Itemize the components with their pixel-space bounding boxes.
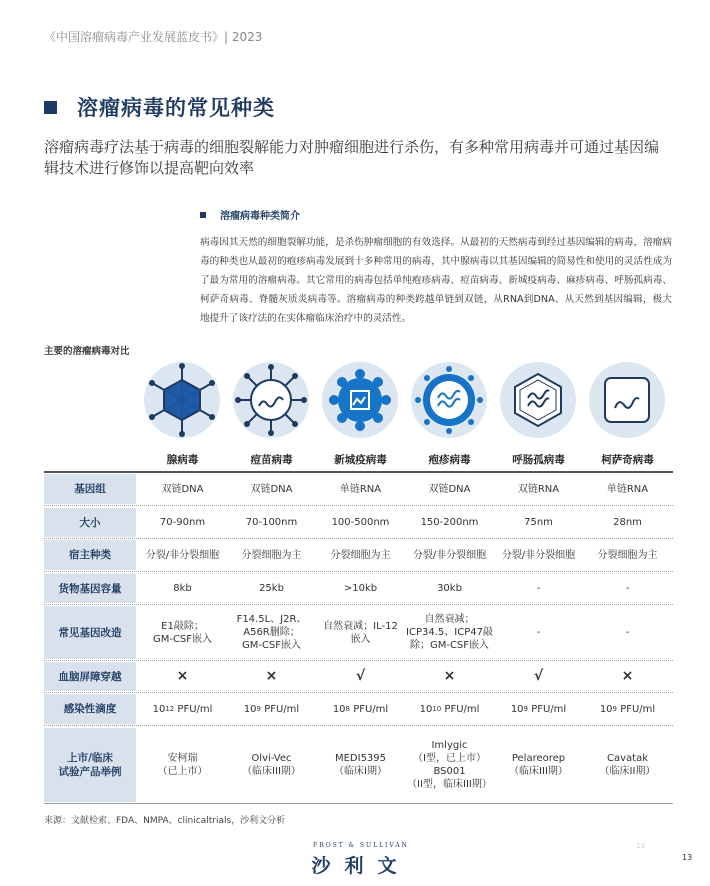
table-column-headers	[138, 452, 674, 468]
row-divider	[44, 604, 673, 605]
table-cell: 双链DNA	[428, 483, 471, 495]
row-divider	[44, 538, 673, 539]
frost-sullivan-logo	[286, 842, 436, 876]
table-cell: 安柯瑞 （已上市）	[157, 753, 208, 777]
table-cell: 分裂细胞为主	[241, 549, 302, 561]
table-cell: Cavatak （临床II期）	[599, 753, 656, 777]
row-label: 宿主种类	[44, 540, 136, 570]
table-cell: 自然衰减； ICP34.5、ICP47敲 除；GM-CSF嵌入	[406, 614, 493, 651]
row-label: 感染性滴度	[44, 694, 136, 724]
titer-unit: PFU/ml	[617, 703, 656, 715]
table-cell: 分裂/非分裂细胞	[145, 549, 220, 561]
titer-exponent: 12	[165, 704, 175, 713]
titer-base: 10	[332, 703, 346, 715]
coxsackie-virus-icon	[587, 360, 667, 440]
table-cell: 150-200nm	[420, 517, 479, 528]
page-title-row	[44, 92, 275, 122]
table-cell: 8kb	[173, 583, 192, 594]
table-cell: ×	[443, 668, 456, 684]
row-label: 基因组	[44, 474, 136, 504]
section-title: 溶瘤病毒种类简介	[220, 211, 300, 222]
table-cell: 单链RNA	[339, 483, 382, 495]
table-cell: 25kb	[259, 583, 284, 594]
row-label: 大小	[44, 508, 136, 537]
titer-exponent: 10	[432, 704, 442, 713]
titer-unit: PFU/ml	[174, 703, 213, 715]
table-cell: √	[533, 668, 544, 684]
row-label: 上市/临床 试验产品举例	[44, 728, 136, 802]
titer-unit: PFU/ml	[441, 703, 480, 715]
table-cell: 28nm	[613, 517, 642, 528]
table-cell: 单链RNA	[606, 483, 649, 495]
table-cell: 30kb	[437, 583, 462, 594]
table-cell: -	[625, 627, 630, 638]
table-cell: 双链RNA	[517, 483, 560, 495]
table-cell: -	[625, 583, 630, 594]
row-divider	[44, 505, 673, 506]
table-cell: 双链DNA	[161, 483, 204, 495]
titer-exponent: 8	[345, 704, 351, 713]
reovirus-icon	[498, 360, 578, 440]
column-header: 新城疫病毒	[334, 454, 387, 466]
logo-top-text: FROST & SULLIVAN	[313, 842, 409, 849]
column-header: 柯萨奇病毒	[601, 454, 654, 466]
table-cell: ×	[176, 668, 189, 684]
table-cell	[405, 694, 494, 724]
logo-main-text: 沙利文	[311, 855, 411, 877]
table-cell	[227, 694, 316, 724]
table-cell	[494, 694, 583, 724]
column-header: 痘苗病毒	[250, 454, 293, 466]
page-number-faint: 13	[636, 842, 645, 850]
table-cell: >10kb	[343, 583, 378, 594]
titer-base: 10	[152, 703, 166, 715]
table-cell: 70-90nm	[159, 517, 206, 528]
table-cell: 70-100nm	[245, 517, 298, 528]
titer-base: 10	[510, 703, 524, 715]
titer-exponent: 9	[612, 704, 618, 713]
table-cell: Olvi-Vec （临床III期）	[242, 753, 301, 777]
row-label: 常见基因改造	[44, 606, 136, 659]
page-title: 溶瘤病毒的常见种类	[77, 96, 275, 120]
table-cell: Pelareorep （临床III期）	[509, 753, 568, 777]
intro-text: 溶瘤病毒疗法基于病毒的细胞裂解能力对肿瘤细胞进行杀伤，有多种常用病毒并可通过基因编辑技术进行修饰以提高靶向效率	[44, 138, 660, 177]
table-cell: ×	[621, 668, 634, 684]
table-cell: 100-500nm	[331, 517, 390, 528]
titer-exponent: 9	[256, 704, 262, 713]
titer-exponent: 9	[523, 704, 529, 713]
table-top-rule	[44, 471, 673, 473]
source-note: 来源：文献检索、FDA、NMPA、clinicaltrials，沙利文分析	[44, 816, 286, 826]
table-cell: 分裂/非分裂细胞	[501, 549, 576, 561]
report-header: 《中国溶瘤病毒产业发展蓝皮书》| 2023	[44, 30, 263, 44]
adenovirus-icon	[142, 360, 222, 440]
section-square-icon	[200, 212, 206, 218]
table-cell: MEDI5395 （临床I期）	[334, 753, 387, 777]
section-title-row	[200, 207, 300, 222]
table-cell: 自然衰减；IL-12 嵌入	[323, 620, 398, 645]
newcastle-virus-icon	[320, 360, 400, 440]
vaccinia-virus-icon	[231, 360, 311, 440]
table-cell	[138, 694, 227, 724]
table-title: 主要的溶瘤病毒对比	[44, 346, 130, 357]
table-cell: -	[536, 627, 541, 638]
table-cell: 分裂细胞为主	[597, 549, 658, 561]
row-label: 血脑屏障穿越	[44, 662, 136, 691]
table-cell: 双链DNA	[250, 483, 293, 495]
table-cell: -	[536, 583, 541, 594]
titer-unit: PFU/ml	[261, 703, 300, 715]
table-cell: ×	[265, 668, 278, 684]
row-divider	[44, 725, 673, 726]
title-square-icon	[44, 101, 57, 114]
herpes-virus-icon	[409, 360, 489, 440]
column-header: 疱疹病毒	[428, 454, 471, 466]
table-cell: E1敲除； GM-CSF嵌入	[152, 620, 213, 645]
page-number: 13	[682, 853, 693, 862]
column-header: 腺病毒	[166, 454, 199, 466]
table-cell: 分裂/非分裂细胞	[412, 549, 487, 561]
row-divider	[44, 692, 673, 693]
table-cell: 75nm	[524, 517, 553, 528]
row-divider	[44, 660, 673, 661]
titer-base: 10	[243, 703, 257, 715]
titer-unit: PFU/ml	[528, 703, 567, 715]
virus-icon-row	[138, 360, 674, 440]
row-divider	[44, 803, 673, 804]
titer-unit: PFU/ml	[350, 703, 389, 715]
titer-base: 10	[599, 703, 613, 715]
table-cell: Imlygic （I型，已上市） BS001 （II型，临床III期）	[407, 740, 492, 790]
titer-base: 10	[419, 703, 433, 715]
column-header: 呼肠孤病毒	[512, 454, 565, 466]
table-cell: F14.5L、J2R、 A56R删除； GM-CSF嵌入	[236, 614, 307, 651]
row-label: 货物基因容量	[44, 574, 136, 603]
table-cell: √	[355, 668, 366, 684]
table-cell	[316, 694, 405, 724]
table-cell	[583, 694, 672, 724]
row-divider	[44, 571, 673, 572]
table-cell: 分裂细胞为主	[330, 549, 391, 561]
section-paragraph: 病毒因其天然的细胞裂解功能，是杀伤肿瘤细胞的有效选择。从最初的天然病毒到经过基因编辑的病毒，溶瘤病毒的种类也从最初的疱疹病毒发展到十多种常用的病毒，其中腺病毒以其基因编辑的简易性和使用的灵活性成为了最为常用的溶瘤病毒。其它常用的病毒包括单纯疱疹病毒、痘苗病毒、新城疫病毒、麻疹病毒、呼肠孤病毒、柯萨奇病毒、脊髓灰质炎病毒等。溶瘤病毒的种类跨越单链到双链，从RNA到DNA、从天然到基因编辑，极大地提升了该疗法的在实体瘤临床治疗中的灵活性。	[200, 237, 672, 324]
